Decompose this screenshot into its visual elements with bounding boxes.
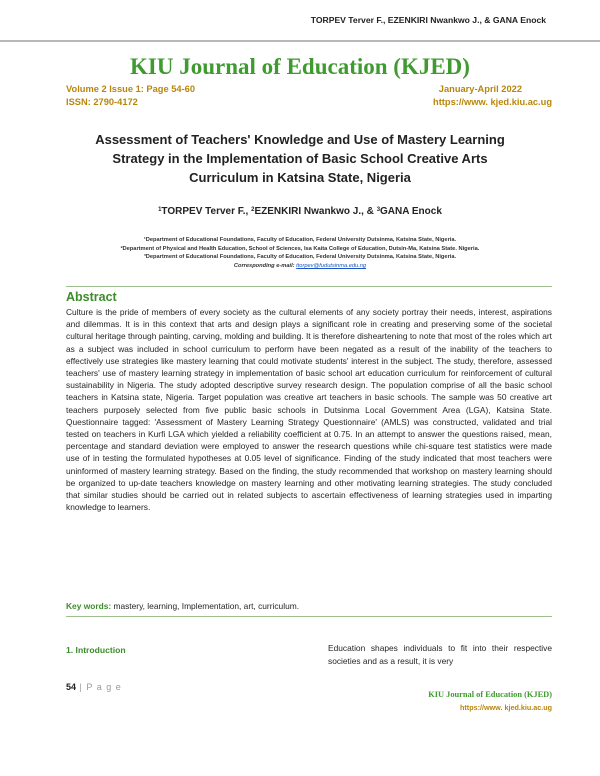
abstract-body: Culture is the pride of members of every society as the cultural elements of any society portray their needs, interest, aspirations and dilemmas. It is in this context that arts and design plays a significant role in creating and preserving some of the societal cultural heritage through painting, carving, molding and building. It is therefore disheartening to note that most of the roles which art as a subject was included in school curriculum to perform have been negated as a result of the inability of the teachers to effectively use strategies like mastery learning that could motivate students' interest in the subject. The study, therefore, assessed teachers' use of mastery learning strategy in implementation of basic school art education curriculum for reinforcement of cultural sustainability in Nigeria. The study adopted descriptive survey research design. The population comprise of all the basic school teachers in Katsina state, Nigeria. Target population was creative art teachers in basic schools. The sample was 50 creative art teachers purposely selected from five public basic schools in Dutsinma Local Government Area (LGA), Katsina State. Questionnaire tagged: 'Assessment of Mastery Learning Strategy Questionnaire' (AMLS) was constructed, validated and trial tested on teachers in Kurfi LGA which yielded a reliability coefficient at 0.75. In an attempt to answer the questions raised, mean, percentage and standard deviation were employed to answer the research questions while chi-square test statistics were made use of in testing the formulated hypotheses at 0.05 level of significance. Finding of the study indicated that most teachers were uninformed of mastery learning strategy. Based on the finding, the study recommended that workshop on mastery learning should be organized to up-date teachers knowledge on mastery learning and other motivating learning strategies. The study concluded that similar studies should be carried out in related subjects to ascertain effectiveness of learning strategies used in imparting knowledge to learners. xyxy=(66,307,552,513)
page-label: | P a g e xyxy=(76,682,122,692)
affiliation: ¹Department of Educational Foundations, Faculty of Education, Federal University Dutsinma, Katsina State, Nigeria. xyxy=(143,237,457,243)
introduction-text: Education shapes individuals to fit into their respective societies and as a result, it is very xyxy=(328,643,552,666)
author-sup: 1 xyxy=(158,207,162,213)
volume-info: Volume 2 Issue 1: Page 54-60 xyxy=(66,84,196,94)
keywords-text: mastery, learning, Implementation, art, curriculum. xyxy=(111,601,300,611)
abstract-heading: Abstract xyxy=(66,290,117,304)
journal-title: KIU Journal of Education (KJED) xyxy=(130,54,470,79)
issn: ISSN: 2790-4172 xyxy=(66,97,138,107)
keywords-rule xyxy=(66,616,552,617)
author-name: TORPEV Terver F., xyxy=(161,206,252,217)
journal-url[interactable]: https://www. kjed.kiu.ac.ug xyxy=(433,97,552,107)
page-number-value: 54 xyxy=(66,682,77,692)
keywords-label: Key words: xyxy=(66,601,112,611)
paper-title-line: Curriculum in Katsina State, Nigeria xyxy=(189,170,411,185)
paper-title-line: Strategy in the Implementation of Basic School Creative Arts xyxy=(112,151,488,166)
author-sup: 2 xyxy=(251,207,255,213)
paper-title xyxy=(60,130,540,187)
issue-date: January-April 2022 xyxy=(438,84,522,94)
paper-title-line: Assessment of Teachers' Knowledge and Use of Mastery Learning xyxy=(95,132,505,147)
affiliations xyxy=(0,236,600,270)
author-sup: 3 xyxy=(376,207,381,213)
corresponding-email-link[interactable]: ttorpev@fudutsinma.edu.ng xyxy=(296,262,367,269)
page-number xyxy=(66,682,122,692)
author-list xyxy=(0,206,600,217)
keywords xyxy=(66,601,299,611)
author-name: EZENKIRI Nwankwo J., & xyxy=(254,206,377,217)
footer-url[interactable]: https://www. kjed.kiu.ac.ug xyxy=(460,703,552,712)
corresponding-label: Corresponding e-mail: xyxy=(233,262,297,269)
affiliation: ²Department of Physical and Health Education, School of Sciences, Isa Kaita College of Education, Dutsin-Ma, Katsina State. Nigeria. xyxy=(120,245,480,252)
running-head: TORPEV Terver F., EZENKIRI Nwankwo J., & GANA Enock xyxy=(310,15,546,25)
abstract-top-rule xyxy=(66,286,552,287)
introduction-heading: 1. Introduction xyxy=(66,645,126,655)
corresponding-email-line xyxy=(0,262,600,271)
header-rule xyxy=(0,40,600,42)
affiliation: ³Department of Educational Foundations, Faculty of Education, Federal University Dutsinma, Katsina State, Nigeria. xyxy=(143,254,457,261)
author-name: GANA Enock xyxy=(380,206,442,217)
footer-journal: KIU Journal of Education (KJED) xyxy=(428,690,552,699)
